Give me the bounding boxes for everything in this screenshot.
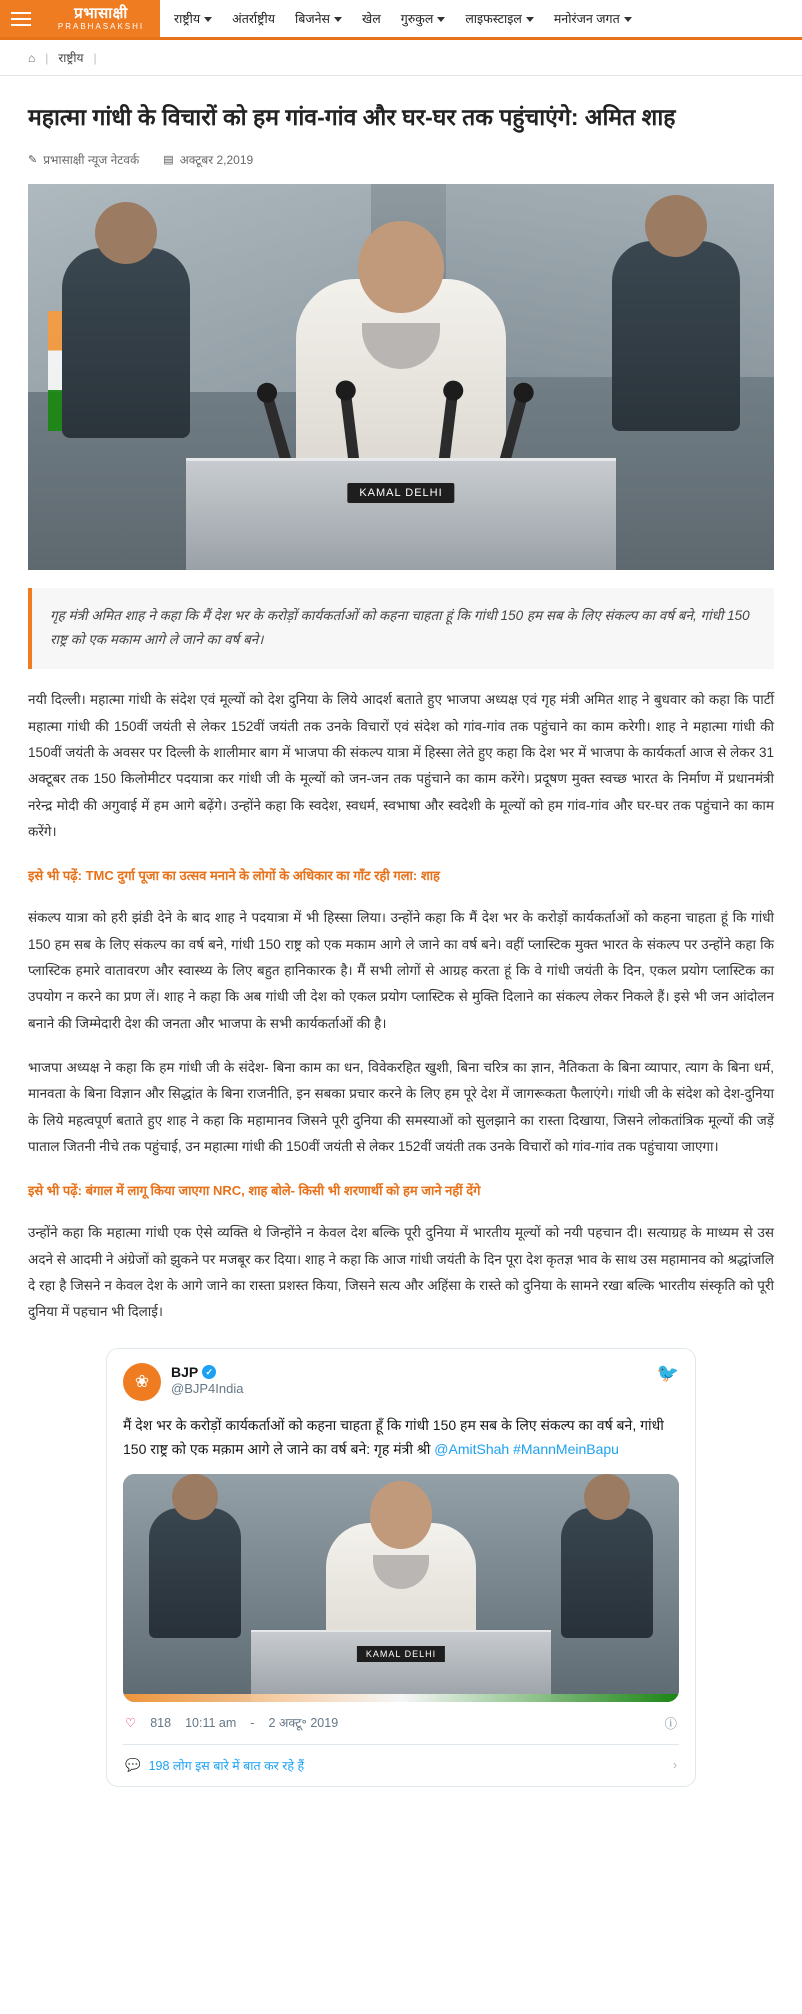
also-read-link[interactable]: TMC दुर्गा पूजा का उत्सव मनाने के लोगों के अधिकार का गॉंट रही गला: शाह [85, 868, 440, 884]
tweet-text-plain: मैं देश भर के करोड़ों कार्यकर्ताओं को कहना चाहता हूँ कि गांधी 150 हम सब के लिए संकल्प का वर्ष बने, गांधी 150 राष्ट्र को एक मक़ाम आगे ले जाने का वर्ष बने: गृह मंत्री श्री [123, 1416, 664, 1458]
article-paragraph-2: संकल्प यात्रा को हरी झंडी देने के बाद शाह ने पदयात्रा में भी हिस्सा लिया। उन्होंने कहा कि मैं देश भर के करोड़ों कार्यकर्ताओं को कहना चाहता हूं कि गांधी 150 हम सब के लिए संकल्प का वर्ष बने, गांधी 150 राष्ट्र को एक मकाम आगे ले जाने का वर्ष बने। वहीं प्लास्टिक मुक्त भारत के संकल्प पर उन्होंने कहा कि प्लास्टिक हमारे वातावरण और स्वास्थ्य के लिए बहुत हानिकारक है। मैं सभी लोगों से आग्रह करता हूं कि वे गांधी जयंती के दिन, एकल प्रयोग प्लास्टिक का उपयोग न करने का प्रण लें। शाह ने कहा कि अब गांधी जी देश को एकल प्रयोग प्लास्टिक से मुक्ति दिलाने का संकल्प लेकर निकले हैं। इसे भी जन आंदोलन बनाने की जिम्मेदारी देश की जनता और भाजपा के सभी कार्यकर्ताओं की है। [28, 910, 774, 1031]
breadcrumb-current[interactable]: राष्ट्रीय [58, 51, 84, 65]
logo-line2: PRABHASAKSHI [57, 22, 145, 31]
breadcrumb-separator-2: | [93, 50, 97, 65]
tweet-header [123, 1363, 679, 1401]
also-read-1[interactable] [28, 865, 774, 887]
hero-speaker-head [358, 221, 444, 313]
tweet-time: 10:11 am [185, 1715, 237, 1730]
nav-label: मनोरंजन जगत [553, 12, 620, 26]
hero-podium [186, 458, 616, 570]
hero-image [28, 184, 774, 570]
also-read-2[interactable] [28, 1180, 774, 1202]
tricolour-strip [123, 1694, 679, 1702]
twitter-bird-icon[interactable]: 🐦 [656, 1362, 679, 1383]
tweet-speaker-head [370, 1481, 432, 1549]
nav-label: अंतर्राष्ट्रीय [232, 12, 275, 26]
breadcrumb-separator: | [45, 50, 49, 65]
article-paragraph-1: नयी दिल्ली। महात्मा गांधी के संदेश एवं मूल्यों को देश दुनिया के लिये आदर्श बताते हुए भाजपा अध्यक्ष एवं गृह मंत्री अमित शाह ने बुधवार को कहा कि पार्टी महात्मा गांधी की 150वीं जयंती से लेकर 152वीं जयंती तक उनके विचारों एवं संदेश को गांव-गांव तक पहुंचाने का काम करेगी। शाह ने महात्मा गांधी की 150वीं जयंती के अवसर पर दिल्ली के शालीमार बाग में भाजपा की संकल्प यात्रा में हिस्सा लेते हुए कहा कि देश भर में भाजपा के कार्यकर्ता आज से लेकर 31 अक्टूबर तक 150 किलोमीटर पदयात्रा कर गांधी जी के मूल्यों को जन-जन तक पहुंचाने का काम करेंगे। प्रदूषण मुक्त स्वच्छ भारत के निर्माण में प्रधानमंत्री नरेन्द्र मोदी की अगुवाई में हम आगे बढ़ेंगे। उन्होंने कहा कि स्वदेश, स्वधर्म, स्वभाषा और स्वदेशी के मूल्यों को हम गांव-गांव और घर-घर तक पहुंचाने का काम करेंगे। [28, 692, 774, 839]
reply-bubble-icon: 💬 [125, 1757, 141, 1772]
page-title: महात्मा गांधी के विचारों को हम गांव-गांव और घर-घर तक पहुंचाएंगे: अमित शाह [28, 104, 676, 130]
article-paragraph-4: उन्होंने कहा कि महात्मा गांधी एक ऐसे व्यक्ति थे जिन्होंने न केवल देश बल्कि पूरी दुनिया में भारतीय मूल्यों को नयी पहचान दी। सत्याग्रह के माध्यम से उस अदने से आदमी ने अंग्रेजों को झुकने पर मजबूर कर दिया। शाह ने कहा कि आज गांधी जयंती के दिन पूरा देश कृतज्ञ भाव के साथ उस महामानव को श्रद्धांजलि दे रहा है जिसने न केवल देश के आगे जाने का रास्ता प्रशस्त किया, जिसने सत्य और अहिंसा के रास्ते को दुनिया के सामने रखा बल्कि भारतीय संस्कृति को पूरी दुनिया में पहचान भी दिलाई। [28, 1225, 774, 1320]
tweet-account[interactable] [171, 1363, 647, 1398]
nav-item-antarrashtriya[interactable] [232, 10, 275, 27]
tweet-reply-text: 198 लोग इस बारे में बात कर रहे हैं [148, 1758, 305, 1773]
hamburger-icon[interactable] [0, 0, 42, 37]
info-icon[interactable]: ⓘ [664, 1716, 677, 1731]
nav-item-khel[interactable] [362, 10, 381, 27]
nav-label: खेल [362, 12, 381, 26]
author-meta [28, 151, 139, 168]
hero-person-right [612, 241, 740, 431]
nav-label: राष्ट्रीय [174, 12, 201, 26]
heart-icon[interactable]: ♡ [125, 1716, 137, 1731]
also-read-link[interactable]: बंगाल में लागू किया जाएगा NRC, शाह बोले- किसी भी शरणार्थी को हम जाने नहीं देंगे [85, 1183, 481, 1199]
date-meta [163, 151, 253, 168]
chevron-down-icon [437, 17, 445, 22]
tweet-person-left [149, 1508, 241, 1638]
chevron-down-icon [204, 17, 212, 22]
site-logo[interactable] [42, 0, 160, 37]
podium-plate-text: KAMAL DELHI [347, 483, 454, 503]
tweet-date-separator: - [250, 1715, 255, 1730]
tweet-podium-plate-text: KAMAL DELHI [357, 1646, 445, 1662]
tweet-speaker-beard [373, 1555, 429, 1589]
avatar[interactable] [123, 1363, 161, 1401]
main-nav [160, 0, 802, 37]
breadcrumb [0, 40, 802, 76]
nav-item-business[interactable] [295, 10, 342, 27]
tweet-person-right [561, 1508, 653, 1638]
tweet-display-name: BJP [171, 1363, 199, 1380]
tweet-handle[interactable]: @BJP4India [171, 1380, 244, 1396]
tweet-embed [106, 1348, 696, 1787]
nav-label: बिजनेस [294, 12, 331, 26]
chevron-down-icon [526, 17, 534, 22]
nav-item-gurukul[interactable] [401, 10, 446, 27]
article [0, 76, 802, 1797]
verified-badge-icon: ✓ [202, 1365, 216, 1379]
calendar-icon: ▤ [163, 153, 174, 166]
bjp-lotus-icon: ❀ [134, 1371, 150, 1391]
tweet-reply-link[interactable] [123, 1745, 679, 1786]
nav-item-rashtriya[interactable] [174, 10, 212, 27]
also-read-label: इसे भी पढ़ें: [28, 868, 82, 884]
tweet-stats [123, 1702, 679, 1745]
logo-line1: प्रभासाक्षी [74, 5, 128, 22]
tweet-podium [251, 1630, 551, 1702]
tweet-hashtag-link[interactable]: #MannMeinBapu [513, 1441, 619, 1458]
pencil-icon: ✎ [28, 153, 38, 166]
tweet-date: 2 अक्टू॰ 2019 [268, 1716, 339, 1731]
hero-person-left [62, 248, 190, 438]
home-icon[interactable]: ⌂ [28, 50, 36, 65]
tweet-display-name-row [171, 1363, 647, 1381]
tweet-text [123, 1413, 679, 1462]
tweet-like-count: 818 [150, 1715, 172, 1730]
also-read-label: इसे भी पढ़ें: [28, 1183, 82, 1199]
nav-item-manoranjan[interactable] [554, 10, 632, 27]
site-header [0, 0, 802, 40]
chevron-down-icon [624, 17, 632, 22]
chevron-down-icon [334, 17, 342, 22]
tweet-mention-link[interactable]: @AmitShah [434, 1441, 510, 1458]
pull-quote: गृह मंत्री अमित शाह ने कहा कि मैं देश भर के करोड़ों कार्यकर्ताओं को कहना चाहता हूं कि गांधी 150 हम सब के लिए संकल्प का वर्ष बने, गांधी 150 राष्ट्र को एक मकाम आगे ले जाने का वर्ष बने। [28, 588, 774, 670]
article-meta [28, 151, 774, 168]
chevron-right-icon: › [672, 1758, 677, 1773]
hero-speaker [296, 279, 506, 469]
tweet-media-image[interactable] [123, 1474, 679, 1702]
publish-date: अक्टूबर 2,2019 [179, 152, 254, 167]
nav-item-lifestyle[interactable] [465, 10, 534, 27]
nav-label: गुरुकुल [400, 12, 434, 26]
nav-label: लाइफस्टाइल [465, 12, 522, 26]
hero-speaker-beard [362, 323, 440, 369]
author-name: प्रभासाक्षी न्यूज नेटवर्क [43, 152, 140, 167]
article-paragraph-3: भाजपा अध्यक्ष ने कहा कि हम गांधी जी के संदेश- बिना काम का धन, विवेकरहित खुशी, बिना चरित्र का ज्ञान, नैतिकता के बिना व्यापार, त्याग के बिना धर्म, मानवता के बिना विज्ञान और सिद्धांत के बिना राजनीति, इन सबका प्रचार करने के लिए हम पूरे देश में जागरूकता फैलाएंगे। गांधी जी के संदेश को देश-दुनिया के लिये महत्वपूर्ण बताते हुए शाह ने कहा कि महामानव जिसने पूरी दुनिया की समस्याओं को सुलझाने का रास्ता दिखाया, जिसने लोकतांत्रिक मूल्यों की जड़ें पाताल जितनी नीचे तक पहुंचाई, उन महात्मा गांधी की 150वीं जयंती से लेकर 152वीं जयंती तक उनके विचारों को गांव-गांव तक पहुंचाया जाएगा। [28, 1059, 774, 1154]
